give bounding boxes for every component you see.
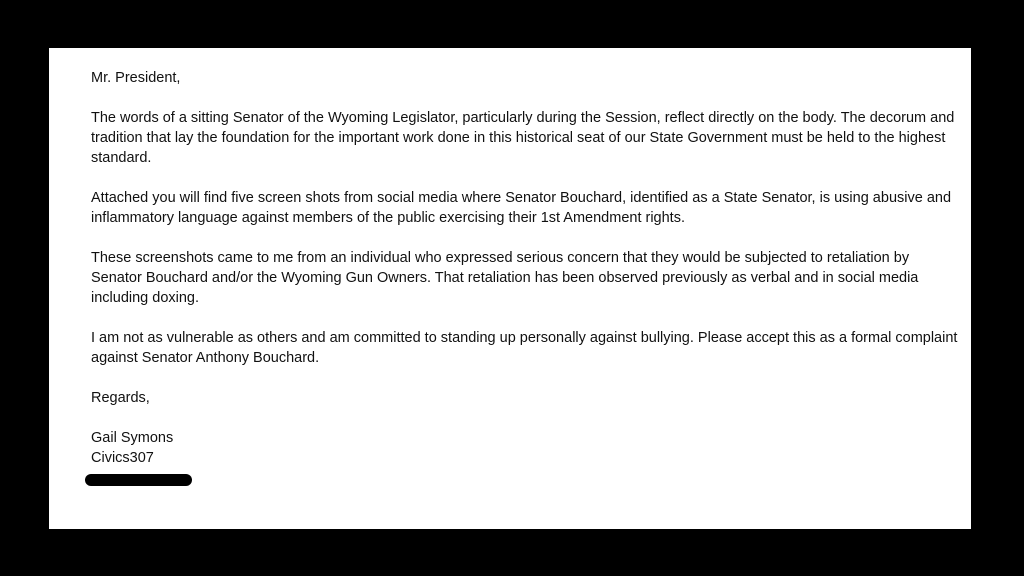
- paragraph-1: The words of a sitting Senator of the Wyoming Legislator, particularly during the Session, reflect directly on the body. The decorum and tradition that lay the foundation for the important work done in this historical seat of our State Government must be held to the highest standard.: [91, 110, 955, 166]
- letter-page: [49, 48, 971, 529]
- paragraph-4: I am not as vulnerable as others and am committed to standing up personally against bullying. Please accept this as a formal complaint against Senator Anthony Bouchard.: [91, 330, 958, 366]
- closing: Regards,: [91, 390, 150, 406]
- redaction-bar: [85, 474, 192, 486]
- paragraph-2: Attached you will find five screen shots from social media where Senator Bouchard, identified as a State Senator, is using abusive and inflammatory language against members of the public exercising their 1st Amendment rights.: [91, 190, 952, 226]
- signature-org: Civics307: [91, 450, 154, 466]
- paragraph-3: These screenshots came to me from an individual who expressed serious concern that they would be subjected to retaliation by Senator Bouchard and/or the Wyoming Gun Owners. That retaliation has been observed previously as verbal and in social media including doxing.: [91, 250, 919, 306]
- signature-name: Gail Symons: [91, 430, 174, 446]
- salutation: Mr. President,: [91, 70, 181, 86]
- letter-body: [91, 68, 961, 468]
